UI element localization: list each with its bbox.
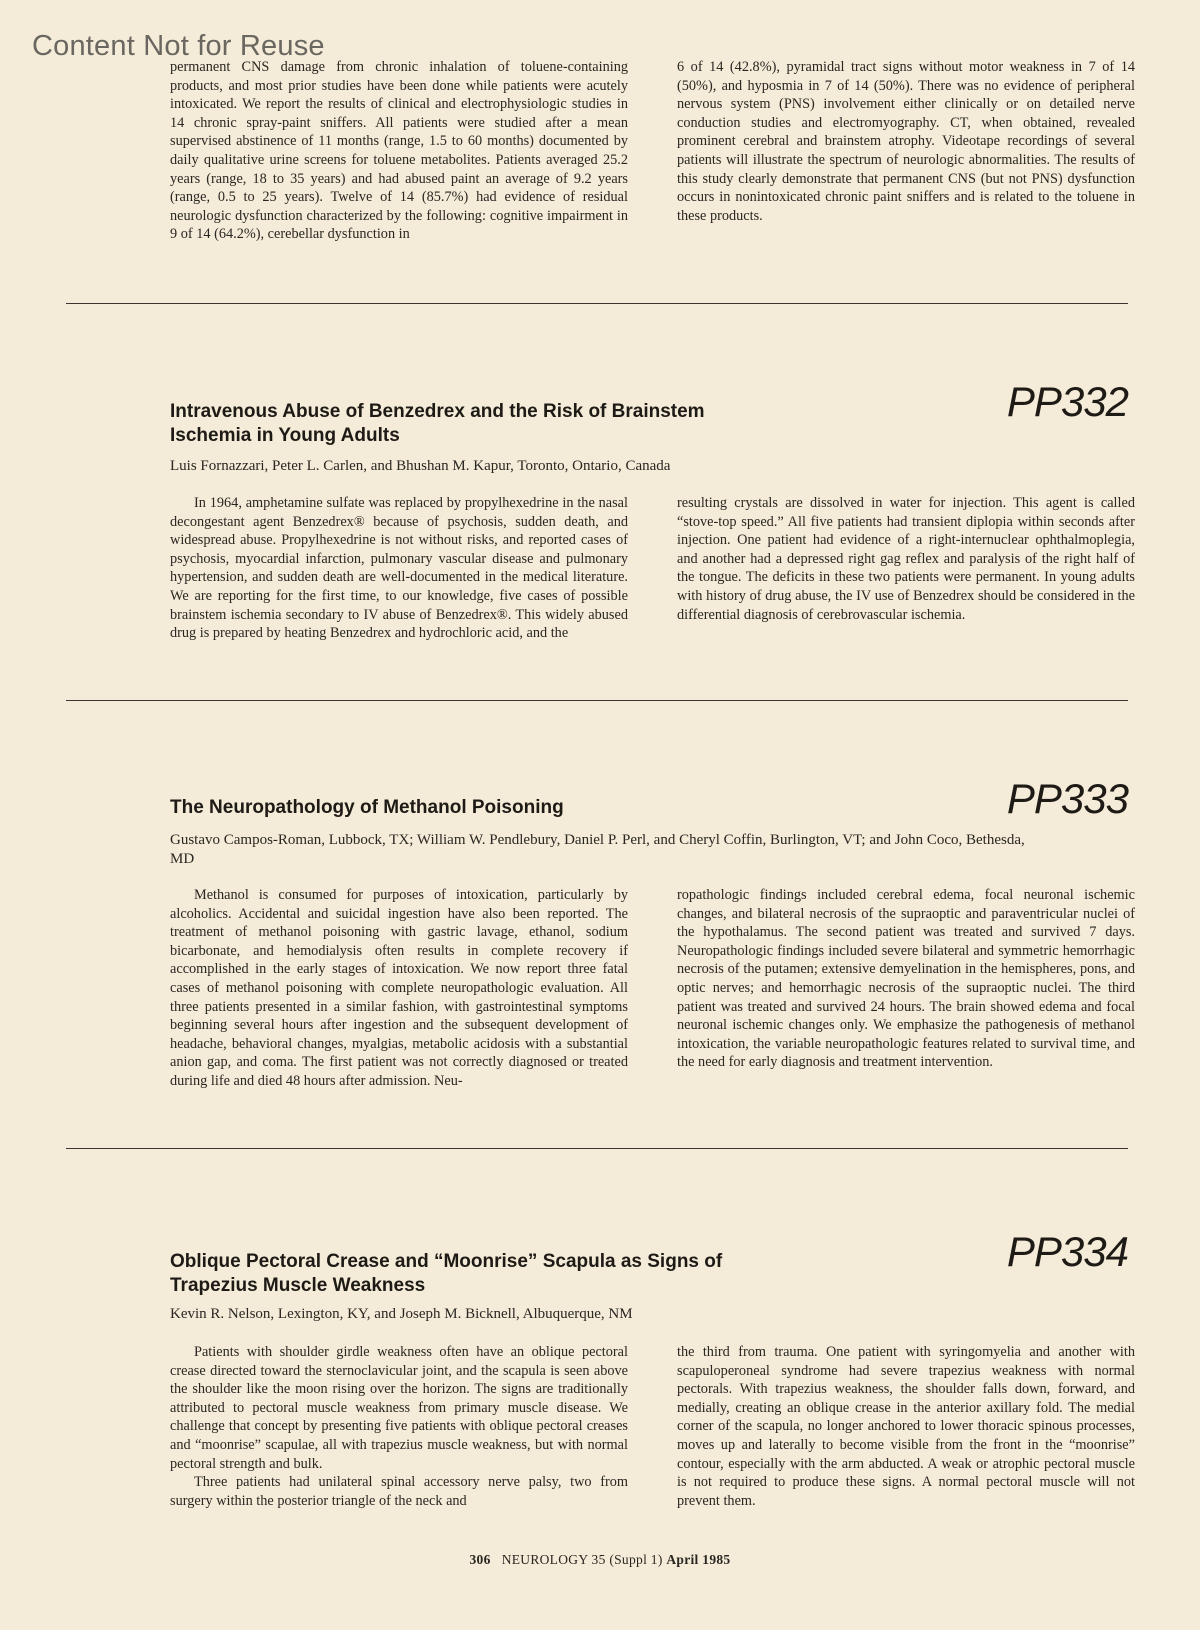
prev-abstract-left <box>170 58 628 244</box>
abstract-title: The Neuropathology of Methanol Poisoning <box>170 797 564 818</box>
section-divider <box>66 1148 1128 1149</box>
abstract-left-column <box>170 886 628 1091</box>
section-divider <box>66 303 1128 304</box>
paragraph: resulting crystals are dissolved in water for injection. This agent is called “stove-top speed.” All five patients had transient diplopia within seconds after injection. One patient had evidence of a right-internuclear ophthalmoplegia, and another had a depressed right gag reflex and paralysis of the right half of the tongue. The deficits in these two patients were permanent. In young adults with history of drug abuse, the IV use of Benzedrex should be considered in the differential diagnosis of cerebrovascular ischemia. <box>677 495 1135 623</box>
abstract-title: Intravenous Abuse of Benzedrex and the Risk of Brainstem Ischemia in Young Adults <box>170 401 705 446</box>
paragraph: permanent CNS damage from chronic inhalation of toluene-containing products, and most prior studies have been done while patients were acutely intoxicated. We report the results of clinical and electrophysiologic studies in 14 chronic spray-paint sniffers. All patients were studied after a mean supervised abstinence of 11 months (range, 1.5 to 60 months) documented by daily qualitative urine screens for toluene metabolites. Patients averaged 25.2 years (range, 18 to 35 years) and had abused paint an average of 9.2 years (range, 0.5 to 25 years). Twelve of 14 (85.7%) had evidence of residual neurologic dysfunction characterized by the following: cognitive impairment in 9 of 14 (64.2%), cerebellar dysfunction in <box>170 59 628 243</box>
abstract-right-column <box>677 1343 1135 1510</box>
paragraph: Methanol is consumed for purposes of intoxication, particularly by alcoholics. Accidental and suicidal ingestion have also been reported. The treatment of methanol poisoning with gastric lavage, ethanol, sodium bicarbonate, and hemodialysis often results in complete recovery if accomplished in the early stages of intoxication. We now report three fatal cases of methanol poisoning with complete neuropathologic evaluation. All three patients presented in a similar fashion, with gastrointestinal symptoms beginning several hours after ingestion and the subsequent development of headache, behavioral changes, myalgias, metabolic acidosis with a substantial anion gap, and coma. The first patient was not correctly diagnosed or treated during life and died 48 hours after admission. Neu- <box>170 887 628 1089</box>
abstract-authors: Kevin R. Nelson, Lexington, KY, and Joseph M. Bicknell, Albuquerque, NM <box>170 1306 633 1322</box>
abstract-authors: Luis Fornazzari, Peter L. Carlen, and Bhushan M. Kapur, Toronto, Ontario, Canada <box>170 458 671 474</box>
abstract-code: PP334 <box>1006 1228 1128 1275</box>
abstract-left-column <box>170 494 628 643</box>
prev-abstract-right <box>677 58 1135 225</box>
abstract-left-column <box>170 1343 628 1510</box>
abstract-authors: Gustavo Campos-Roman, Lubbock, TX; William W. Pendlebury, Daniel P. Perl, and Cheryl Coffin, Burlington, VT; and John Coco, Bethesda, MD <box>170 832 1025 867</box>
abstract-right-column <box>677 886 1135 1072</box>
paragraph: In 1964, amphetamine sulfate was replaced by propylhexedrine in the nasal decongestant agent Benzedrex® because of psychosis, sudden death, and widespread abuse. Propylhexedrine is not without risks, and reported cases of psychosis, myocardial infarction, pulmonary vascular disease and pulmonary hypertension, and sudden death are well-documented in the medical literature. We are reporting for the first time, to our knowledge, five cases of possible brainstem ischemia secondary to IV abuse of Benzedrex®. This widely abused drug is prepared by heating Benzedrex and hydrochloric acid, and the <box>170 495 628 642</box>
paragraph: Three patients had unilateral spinal accessory nerve palsy, two from surgery within the posterior triangle of the neck and <box>170 1474 628 1509</box>
page-footer <box>0 1552 1200 1568</box>
page-number: 306 <box>469 1552 491 1567</box>
paragraph: Patients with shoulder girdle weakness often have an oblique pectoral crease directed toward the sternoclavicular joint, and the scapula is seen above the shoulder like the moon rising over the horizon. The signs are traditionally attributed to pectoral muscle weakness from primary muscle disease. We challenge that concept by presenting five patients with oblique pectoral creases and “moonrise” scapulae, all with trapezius muscle weakness, but with normal pectoral strength and bulk. <box>170 1344 628 1472</box>
watermark: Content Not for Reuse <box>32 30 325 62</box>
abstract-code: PP333 <box>1006 775 1128 822</box>
section-divider <box>66 700 1128 701</box>
paragraph: ropathologic findings included cerebral edema, focal neuronal ischemic changes, and bilateral necrosis of the supraoptic and paraventricular nuclei of the hypothalamus. The second patient was treated and survived 7 days. Neuropathologic findings included severe bilateral and symmetric hemorrhagic necrosis of the putamen; extensive demyelination in the hemispheres, pons, and optic nerves; and hemorrhagic necrosis of the supraoptic nuclei. The third patient was treated and survived 24 hours. The brain showed edema and focal neuronal ischemic changes only. We emphasize the pathogenesis of methanol intoxication, the variable neuropathologic features related to survival time, and the need for early diagnosis and treatment intervention. <box>677 887 1135 1071</box>
paragraph: 6 of 14 (42.8%), pyramidal tract signs without motor weakness in 7 of 14 (50%), and hyposmia in 7 of 14 (50%). There was no evidence of peripheral nervous system (PNS) involvement either clinically or on detailed nerve conduction studies and electromyography. CT, when obtained, revealed prominent cerebral and brainstem atrophy. Videotape recordings of several patients will illustrate the spectrum of neurologic abnormalities. The results of this study clearly demonstrate that permanent CNS (but not PNS) dysfunction occurs in nonintoxicated chronic paint sniffers and is related to the toluene in these products. <box>677 59 1135 224</box>
abstract-title: Oblique Pectoral Crease and “Moonrise” Scapula as Signs of Trapezius Muscle Weakness <box>170 1251 723 1296</box>
paragraph: the third from trauma. One patient with syringomyelia and another with scapuloperoneal syndrome had severe trapezius weakness with normal pectorals. With trapezius weakness, the shoulder falls down, forward, and medially, creating an oblique crease in the anterior axillary fold. The medial corner of the scapula, no longer anchored to lower thoracic spinous processes, moves up and laterally to become visible from the front in the “moonrise” contour, especially with the arm abducted. A weak or atrophic pectoral muscle is not required to produce these signs. A normal pectoral muscle will not prevent them. <box>677 1344 1135 1509</box>
abstract-right-column <box>677 494 1135 624</box>
abstract-code: PP332 <box>1006 378 1128 425</box>
issue-date: April 1985 <box>666 1552 731 1567</box>
journal-name: NEUROLOGY 35 (Suppl 1) <box>501 1552 663 1567</box>
